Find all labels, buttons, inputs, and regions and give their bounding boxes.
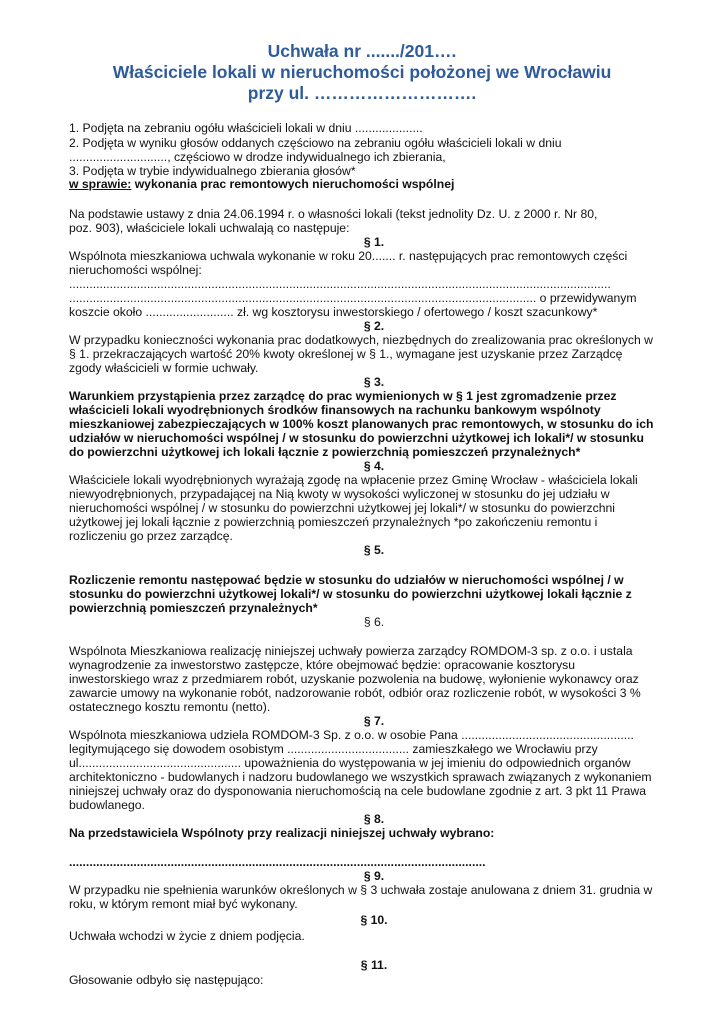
section-9-line-1: W przypadku nie spełnienia warunków określonych w § 3 uchwała zostaje anulowana z dniem 31. grudnia w [69,883,653,897]
section-6-line-4: zawarcie umowy na wykonanie robót, nadzorowanie robót, odbiór oraz rozliczenie robót, w wysokości 3 % [69,686,641,700]
section-2-heading: § 2. [363,319,385,333]
section-2-line-2: § 1. przekraczających wartość 20% kwoty określonej w § 1., wymagane jest uzyskanie przez Zarządcę [69,347,623,361]
section-8-line-1: Na przedstawiciela Wspólnoty przy realizacji niniejszej uchwały wybrano: [69,826,495,840]
section-1-heading: § 1. [363,235,385,249]
subject-line [69,177,669,192]
section-6-line-1: Wspólnota Mieszkaniowa realizację niniejszej uchwały powierza zarządcy ROMDOM-3 sp. z o.o. i ustala [69,644,633,658]
section-7-line-3: ul................................................ upoważnienia do występowania w jej imieniu do odpowiednich organów [69,756,631,770]
section-7-line-4: architektoniczno - budowlanych i nadzoru budowlanego we wszystkich sprawach związanych z wykonaniem [69,770,652,784]
section-10-heading: § 10. [360,913,388,927]
section-3-line-5: do powierzchni użytkowej ich lokali łącznie z powierzchnią pomieszczeń przynależnych* [69,445,581,459]
section-3-heading: § 3. [363,375,385,389]
section-8-line-2: ........................................................................................................................... [69,855,486,869]
section-3-line-2: właścicieli lokali wyodrębnionych środków finansowych na rachunku bankowym wspólnoty [69,403,601,417]
section-6-line-3: inwestorskiego wraz z przedmiarem robót, uzyskanie pozwolenia na budowę, wyłonienie wykonawcy oraz [69,672,639,686]
section-7-line-6: budowlanego. [69,798,145,812]
section-4-heading: § 4. [363,459,385,473]
section-1-line-1: Wspólnota mieszkaniowa uchwala wykonanie w roku 20....... r. następujących prac remontowych części [69,249,628,263]
section-9-heading: § 9. [363,869,385,883]
subject-text: wykonania prac remontowych nieruchomości wspólnej [131,177,455,191]
subject-prefix: w sprawie: [69,177,132,191]
section-5-line-2: stosunku do powierzchni użytkowej lokali*/ w stosunku do powierzchni użytkowej lokali łącznie z [69,587,632,601]
basis-line-2: poz. 903), właściciele lokali uchwalają co następuje: [69,221,350,235]
title-line-2: Właściciele lokali w nieruchomości położonej we Wrocławiu [112,62,612,82]
section-5-heading: § 5. [363,543,385,557]
section-6-line-2: wynagrodzenie za inwestorstwo zastępcze, które obejmować będzie: opracowanie kosztorysu [69,658,576,672]
section-1-line-5: koszcie około .......................... zł. wg kosztorysu inwestorskiego / ofertowego / koszt szacunkowy* [69,305,598,319]
section-7-line-1: Wspólnota mieszkaniowa udziela ROMDOM-3 Sp. z o.o. w osobie Pana ................................................... [69,728,634,742]
section-11-line-1: Głosowanie odbyło się następująco: [69,973,264,987]
section-5-line-3: powierzchnią pomieszczeń przynależnych* [69,601,318,615]
section-1-line-4: .......................................................................................................................................... o przewidywanym [69,291,637,305]
section-2-line-3: zgody właścicieli w formie uchwały. [69,361,259,375]
section-3-line-1: Warunkiem przystąpienia przez zarządcę do prac wymienionych w § 1 jest zgromadzenie przez [69,389,617,403]
section-7-line-5: niniejszej uchwały oraz do dysponowania nieruchomością na cele budowlane zgodnie z art. 3 pkt 11 Prawa [69,784,646,798]
section-6-line-5: ostatecznego kosztu remontu (netto). [69,700,271,714]
title-line-3: przy ul. ………………………. [247,83,477,103]
basis-line-1: Na podstawie ustawy z dnia 24.06.1994 r. o własności lokali (tekst jednolity Dz. U. z 2000 r. Nr 80, [69,207,598,221]
section-4-line-2: niewyodrębnionych, przypadającej na Nią kwoty w wysokości wyliczonej w stosunku do jej udziału w [69,487,610,501]
title-line-1: Uchwała nr ......./201…. [267,41,457,61]
section-10-line-1: Uchwała wchodzi w życie z dniem podjęcia. [69,929,305,943]
section-2-line-1: W przypadku konieczności wykonania prac dodatkowych, niezbędnych do zrealizowania prac określonych w [69,333,653,347]
section-7-heading: § 7. [363,714,385,728]
section-1-line-3: ................................................................................................................................................................ [69,277,611,291]
section-8-heading: § 8. [363,812,385,826]
intro-line-1: 1. Podjęta na zebraniu ogółu właścicieli lokali w dniu .................... [69,121,423,135]
intro-line-3: ............................., częściowo w drodze indywidualnego ich zbierania, [69,150,446,164]
intro-line-4: 3. Podjęta w trybie indywidualnego zbierania głosów* [69,164,356,178]
section-3-line-4: udziałów w nieruchomości wspólnej / w stosunku do powierzchni użytkowej ich lokali*/ w stosunku [69,431,644,445]
intro-line-2: 2. Podjęta w wyniku głosów oddanych częściowo na zebraniu ogółu właścicieli lokali w dniu [69,136,562,150]
section-4-line-5: rozliczeniu go przez zarządcę. [69,529,233,543]
section-5-line-1: Rozliczenie remontu następować będzie w stosunku do udziałów w nieruchomości wspólnej / w [69,573,624,587]
section-4-line-3: nieruchomości wspólnej / w stosunku do powierzchni użytkowej jej lokali*/ w stosunku do powierzchni [69,501,615,515]
section-1-line-2: nieruchomości wspólnej: [69,263,202,277]
section-11-heading: § 11. [360,958,388,972]
section-3-line-3: mieszkaniowej zabezpieczających w 100% koszt planowanych prac remontowych, w stosunku do ich [69,417,654,431]
section-4-line-1: Właściciele lokali wyodrębnionych wyrażają zgodę na wpłacenie przez Gminę Wrocław - właściciela lokali [69,473,638,487]
section-9-line-2: roku, w którym remont miał być wykonany. [69,897,298,911]
section-7-line-2: legitymującego się dowodem osobistym .................................... zamieszkałego we Wrocławiu przy [69,742,598,756]
section-4-line-4: użytkowej jej lokali łącznie z powierzchnią pomieszczeń przynależnych *po zakończeniu remontu i [69,515,598,529]
section-6-heading: § 6. [363,615,385,629]
